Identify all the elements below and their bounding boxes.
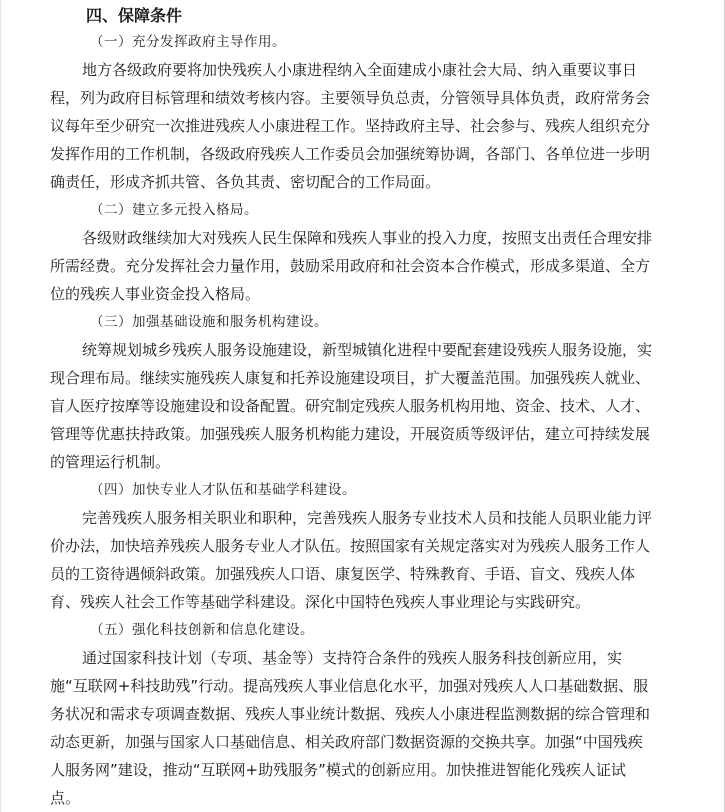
subsection-heading: （一）充分发挥政府主导作用。 bbox=[90, 34, 286, 50]
paragraph bbox=[50, 336, 700, 476]
subsection-heading: （三）加强基础设施和服务机构建设。 bbox=[90, 314, 328, 330]
paragraph-line: 动态更新，加强与国家人口基础信息、相关政府部门数据资源的交换共享。加强“中国残疾 bbox=[50, 733, 643, 751]
paragraph-line: 完善残疾人服务相关职业和职种，完善残疾人服务专业技术人员和技能人员职业能力评 bbox=[82, 509, 653, 527]
paragraph bbox=[50, 504, 700, 616]
subsection-4 bbox=[50, 476, 700, 616]
paragraph-line: 盲人医疗按摩等设施建设和设备配置。研究制定残疾人服务机构用地、资金、技术、人才、 bbox=[50, 397, 651, 415]
subsection-3 bbox=[50, 308, 700, 476]
paragraph-line: 地方各级政府要将加快残疾人小康进程纳入全面建成小康社会大局、纳入重要议事日 bbox=[82, 61, 638, 79]
paragraph-line: 位的残疾人事业资金投入格局。 bbox=[50, 285, 261, 303]
paragraph bbox=[50, 644, 700, 812]
paragraph-line: 的管理运行机制。 bbox=[50, 453, 171, 471]
paragraph-line: 议每年至少研究一次推进残疾人小康进程工作。坚持政府主导、社会参与、残疾人组织充分 bbox=[50, 117, 651, 135]
subsection-heading: （二）建立多元投入格局。 bbox=[90, 202, 258, 218]
subsection-heading: （四）加快专业人才队伍和基础学科建设。 bbox=[90, 482, 356, 498]
paragraph bbox=[50, 56, 700, 196]
subsection-heading: （五）强化科技创新和信息化建设。 bbox=[90, 622, 314, 638]
paragraph-line: 务状况和需求专项调查数据、残疾人事业统计数据、残疾人小康进程监测数据的综合管理和 bbox=[50, 705, 651, 723]
paragraph-line: 各级财政继续加大对残疾人民生保障和残疾人事业的投入力度，按照支出责任合理安排 bbox=[82, 229, 653, 247]
paragraph-line: 价办法，加快培养残疾人服务专业人才队伍。按照国家有关规定落实对为残疾人服务工作人 bbox=[50, 537, 651, 555]
subsection-2 bbox=[50, 196, 700, 308]
subsection-1 bbox=[50, 28, 700, 196]
section-title: 四、保障条件 bbox=[86, 6, 183, 25]
paragraph-line: 统筹规划城乡残疾人服务设施建设，新型城镇化进程中要配套建设残疾人服务设施，实 bbox=[82, 341, 653, 359]
paragraph-line: 程，列为政府目标管理和绩效考核内容。主要领导负总责，分管领导具体负责，政府常务会 bbox=[50, 89, 651, 107]
paragraph-line: 育、残疾人社会工作等基础学科建设。深化中国特色残疾人事业理论与实践研究。 bbox=[50, 593, 591, 611]
paragraph-line: 通过国家科技计划（专项、基金等）支持符合条件的残疾人服务科技创新应用，实 bbox=[82, 649, 623, 667]
paragraph-line: 施“互联网+科技助残”行动。提高残疾人事业信息化水平，加强对残疾人人口基础数据、服 bbox=[50, 677, 649, 695]
paragraph-line: 所需经费。充分发挥社会力量作用，鼓励采用政府和社会资本合作模式，形成多渠道、全方 bbox=[50, 257, 651, 275]
subsection-5 bbox=[50, 616, 700, 812]
paragraph-line: 员的工资待遇倾斜政策。加强残疾人口语、康复医学、特殊教育、手语、盲文、残疾人体 bbox=[50, 565, 636, 583]
paragraph bbox=[50, 224, 700, 308]
document-content bbox=[50, 4, 700, 812]
paragraph-line: 人服务网”建设，推动“互联网+助残服务”模式的创新应用。加快推进智能化残疾人证试 bbox=[50, 761, 626, 779]
page-left-border bbox=[0, 0, 1, 812]
paragraph-line: 现合理布局。继续实施残疾人康复和托养设施建设项目，扩大覆盖范围。加强残疾人就业、 bbox=[50, 369, 651, 387]
paragraph-line: 管理等优惠扶持政策。加强残疾人服务机构能力建设，开展资质等级评估，建立可持续发展 bbox=[50, 425, 651, 443]
paragraph-line: 确责任，形成齐抓共管、各负其责、密切配合的工作局面。 bbox=[50, 173, 441, 191]
paragraph-line: 点。 bbox=[50, 789, 81, 807]
paragraph-line: 发挥作用的工作机制，各级政府残疾人工作委员会加强统筹协调，各部门、各单位进一步明 bbox=[50, 145, 651, 163]
